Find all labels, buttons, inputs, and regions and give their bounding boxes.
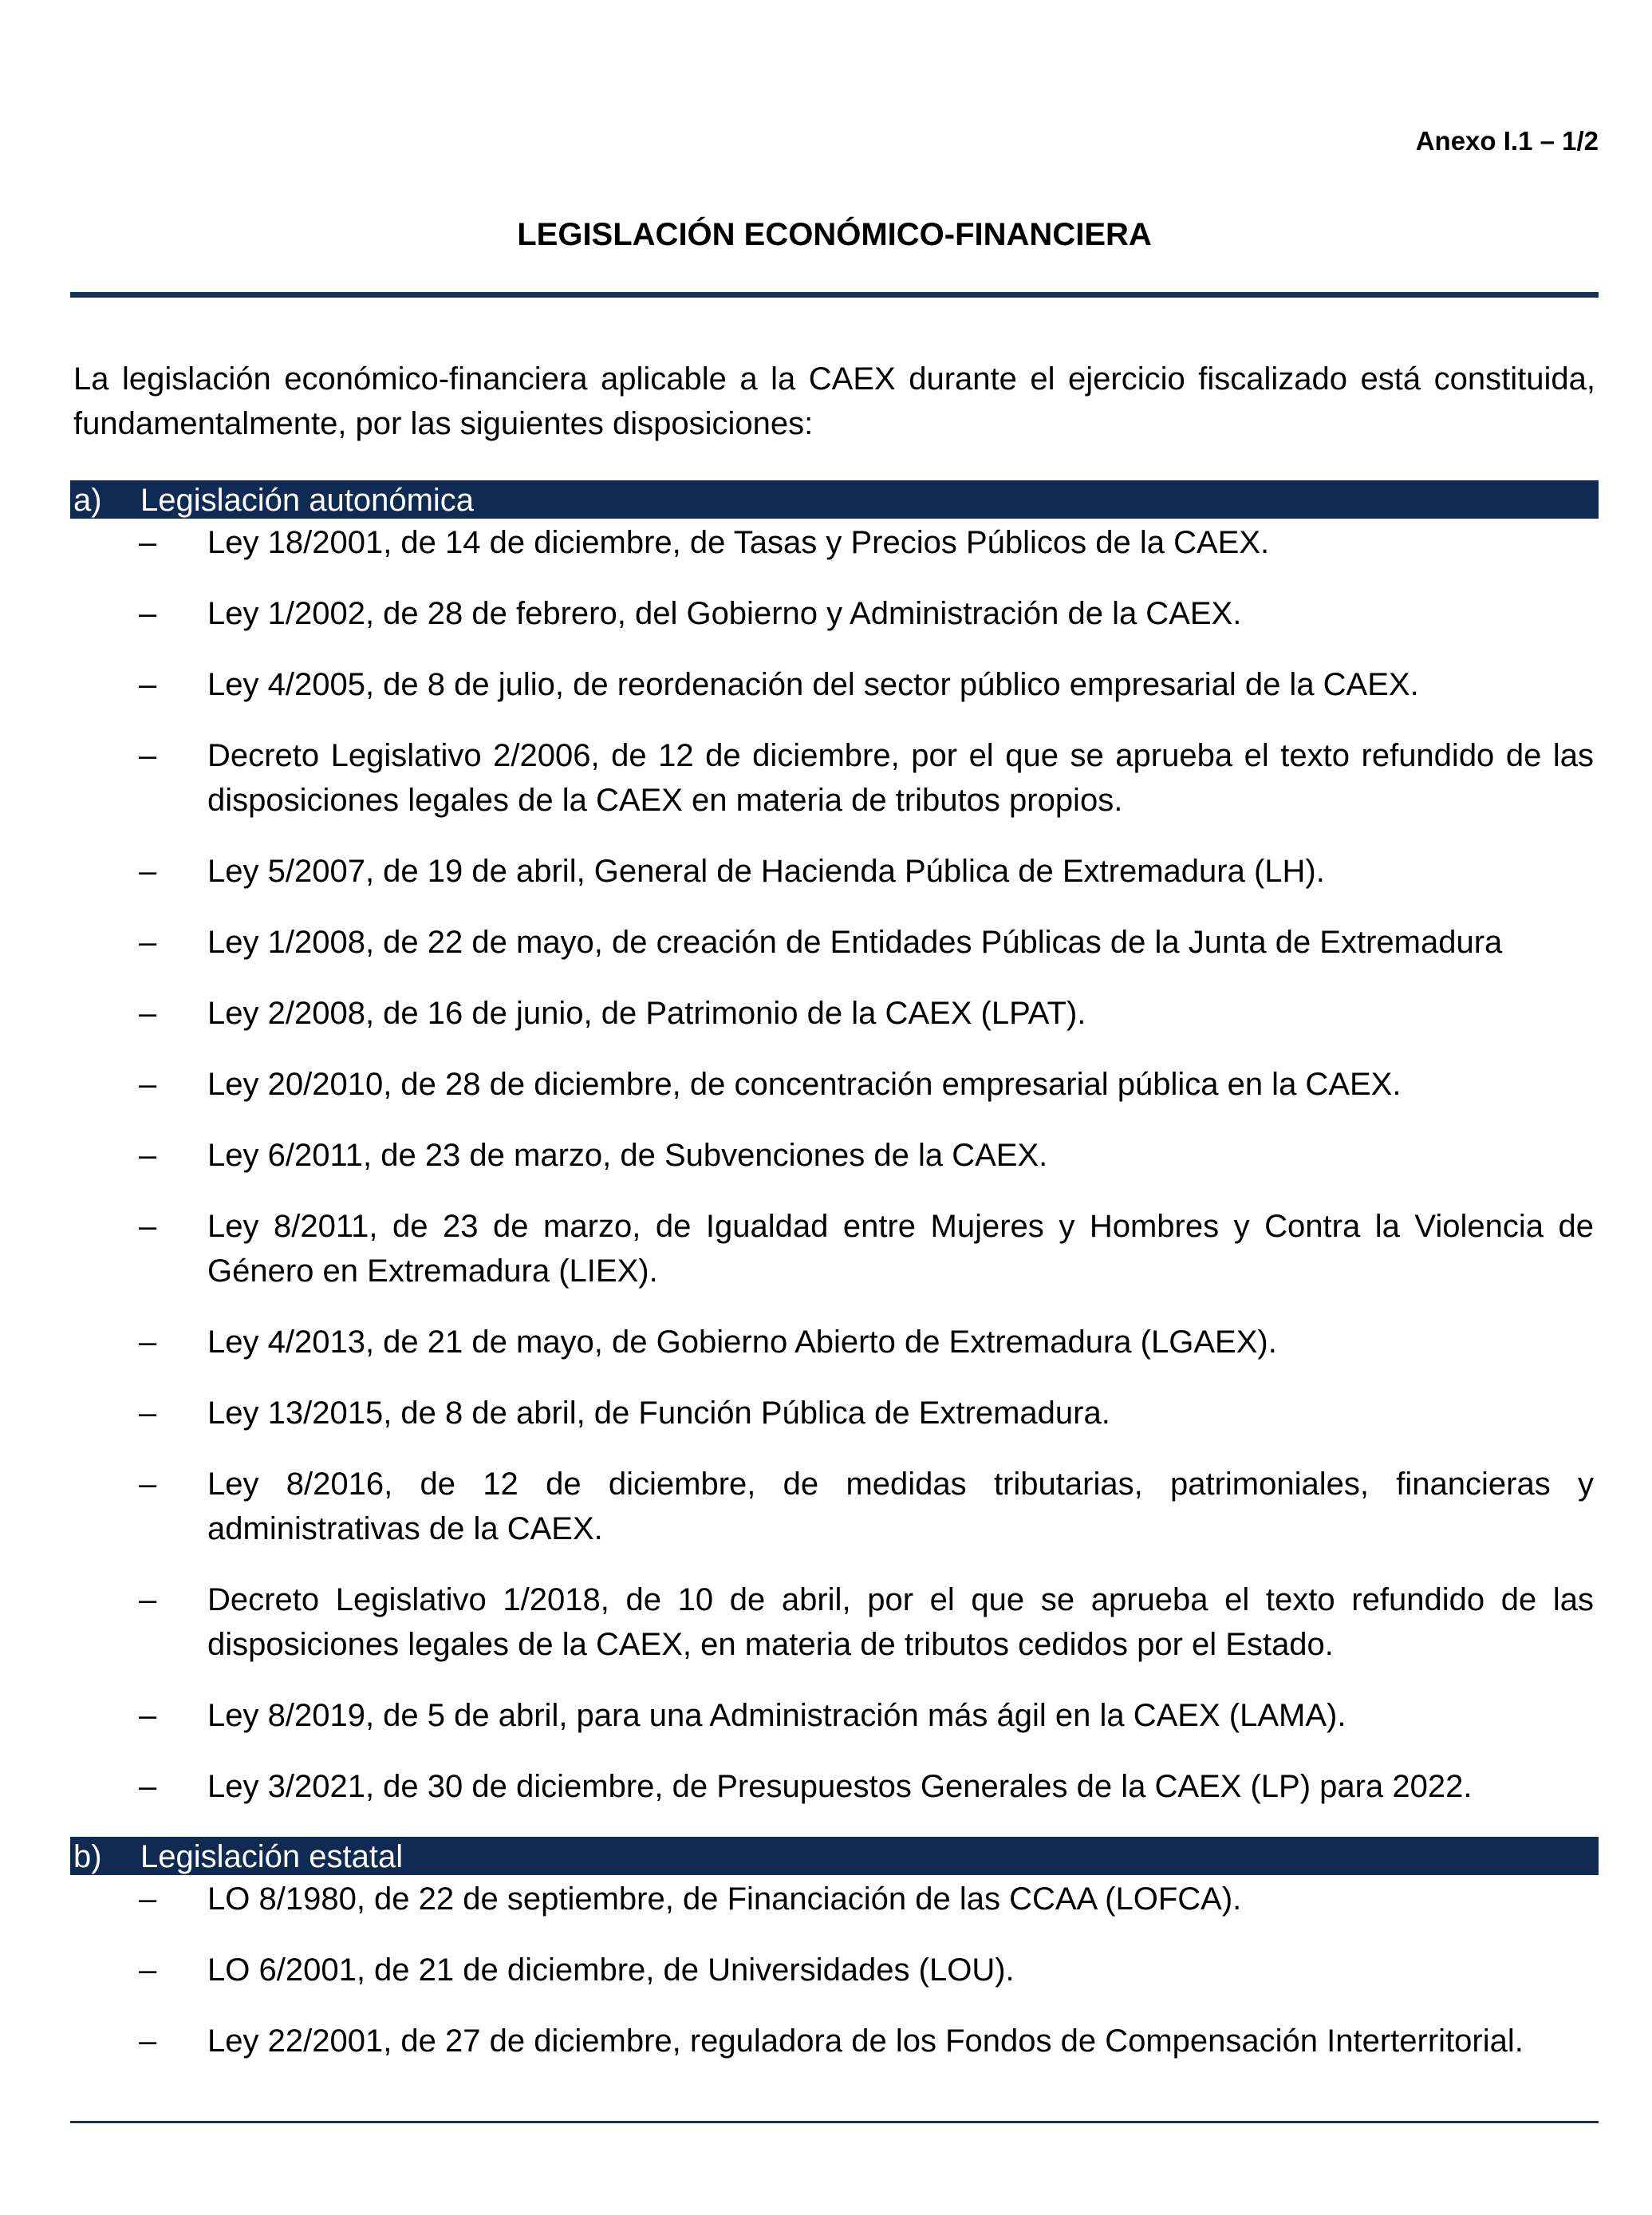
list-item: [70, 1693, 1599, 1738]
list-autonomica: [70, 520, 1599, 1835]
dash-bullet-icon: –: [139, 2024, 157, 2059]
annex-label: Anexo I.1 – 1/2: [1415, 126, 1599, 156]
document-page: [70, 0, 1599, 2215]
list-item-text: LO 6/2001, de 21 de diciembre, de Universidades (LOU).: [207, 1952, 1015, 1988]
list-item-text: Decreto Legislativo 2/2006, de 12 de diciembre, por el que se aprueba el texto refundido de las disposiciones legales de la CAEX en materia de tributos propios.: [207, 738, 1594, 818]
list-item-text: Ley 2/2008, de 16 de junio, de Patrimonio de la CAEX (LPAT).: [207, 996, 1086, 1031]
list-item: [70, 733, 1599, 823]
list-item-text: Ley 13/2015, de 8 de abril, de Función Pública de Extremadura.: [207, 1396, 1110, 1431]
list-item: [70, 1577, 1599, 1667]
dash-bullet-icon: –: [139, 596, 157, 631]
dash-bullet-icon: –: [139, 1698, 157, 1733]
section-label: Legislación estatal: [140, 1839, 404, 1874]
list-item: [70, 1764, 1599, 1809]
list-item-text: Ley 4/2013, de 21 de mayo, de Gobierno Abierto de Extremadura (LGAEX).: [207, 1325, 1277, 1360]
dash-bullet-icon: –: [139, 1396, 157, 1431]
section-letter: a): [73, 483, 102, 518]
list-item: [70, 1062, 1599, 1107]
list-item: [70, 520, 1599, 565]
dash-bullet-icon: –: [139, 1209, 157, 1244]
dash-bullet-icon: –: [139, 1582, 157, 1617]
list-item-text: Ley 8/2016, de 12 de diciembre, de medidas tributarias, patrimoniales, financieras y administrativas de la CAEX.: [207, 1467, 1594, 1546]
intro-paragraph: La legislación económico-financiera aplicable a la CAEX durante el ejercicio fiscalizado está constituida, fundamentalmente, por las siguientes disposiciones:: [73, 361, 1595, 441]
page-title: LEGISLACIÓN ECONÓMICO-FINANCIERA: [517, 217, 1152, 252]
section-letter: b): [73, 1839, 102, 1874]
dash-bullet-icon: –: [139, 1325, 157, 1360]
section-header-estatal: [70, 1837, 1599, 1875]
dash-bullet-icon: –: [139, 667, 157, 702]
list-item: [70, 849, 1599, 894]
list-item: [70, 920, 1599, 965]
dash-bullet-icon: –: [139, 854, 157, 889]
list-item-text: Ley 4/2005, de 8 de julio, de reordenación del sector público empresarial de la CAEX.: [207, 667, 1419, 702]
list-item: [70, 1133, 1599, 1178]
top-divider: [70, 292, 1599, 298]
section-label: Legislación autonómica: [140, 483, 475, 518]
list-item-text: Ley 5/2007, de 19 de abril, General de Hacienda Pública de Extremadura (LH).: [207, 854, 1325, 889]
list-item-text: Ley 22/2001, de 27 de diciembre, reguladora de los Fondos de Compensación Interterritorial.: [207, 2024, 1524, 2059]
list-item: [70, 1462, 1599, 1551]
list-item: [70, 1877, 1599, 1921]
dash-bullet-icon: –: [139, 525, 157, 560]
list-item-text: LO 8/1980, de 22 de septiembre, de Financiación de las CCAA (LOFCA).: [207, 1881, 1242, 1917]
list-item: [70, 1204, 1599, 1293]
dash-bullet-icon: –: [139, 1467, 157, 1502]
list-item: [70, 991, 1599, 1036]
list-item-text: Ley 3/2021, de 30 de diciembre, de Presupuestos Generales de la CAEX (LP) para 2022.: [207, 1769, 1473, 1804]
list-item: [70, 1391, 1599, 1435]
list-item: [70, 1320, 1599, 1364]
dash-bullet-icon: –: [139, 738, 157, 773]
list-estatal: [70, 1877, 1599, 2090]
list-item: [70, 1948, 1599, 1992]
dash-bullet-icon: –: [139, 1138, 157, 1173]
dash-bullet-icon: –: [139, 1952, 157, 1988]
list-item: [70, 2019, 1599, 2063]
list-item-text: Decreto Legislativo 1/2018, de 10 de abril, por el que se aprueba el texto refundido de las disposiciones legales de la CAEX, en materia de tributos cedidos por el Estado.: [207, 1582, 1594, 1662]
dash-bullet-icon: –: [139, 1881, 157, 1917]
list-item: [70, 662, 1599, 707]
list-item-text: Ley 6/2011, de 23 de marzo, de Subvenciones de la CAEX.: [207, 1138, 1048, 1173]
dash-bullet-icon: –: [139, 1067, 157, 1102]
dash-bullet-icon: –: [139, 925, 157, 960]
dash-bullet-icon: –: [139, 996, 157, 1031]
dash-bullet-icon: –: [139, 1769, 157, 1804]
list-item-text: Ley 1/2002, de 28 de febrero, del Gobierno y Administración de la CAEX.: [207, 596, 1242, 631]
list-item-text: Ley 20/2010, de 28 de diciembre, de concentración empresarial pública en la CAEX.: [207, 1067, 1402, 1102]
section-header-autonomica: [70, 480, 1599, 519]
list-item-text: Ley 8/2019, de 5 de abril, para una Administración más ágil en la CAEX (LAMA).: [207, 1698, 1346, 1733]
list-item-text: Ley 18/2001, de 14 de diciembre, de Tasas y Precios Públicos de la CAEX.: [207, 525, 1270, 560]
list-item-text: Ley 1/2008, de 22 de mayo, de creación de Entidades Públicas de la Junta de Extremadura: [207, 925, 1503, 960]
bottom-divider: [70, 2121, 1599, 2123]
list-item: [70, 591, 1599, 636]
list-item-text: Ley 8/2011, de 23 de marzo, de Igualdad entre Mujeres y Hombres y Contra la Violencia de Género en Extremadura (LIEX).: [207, 1209, 1594, 1289]
